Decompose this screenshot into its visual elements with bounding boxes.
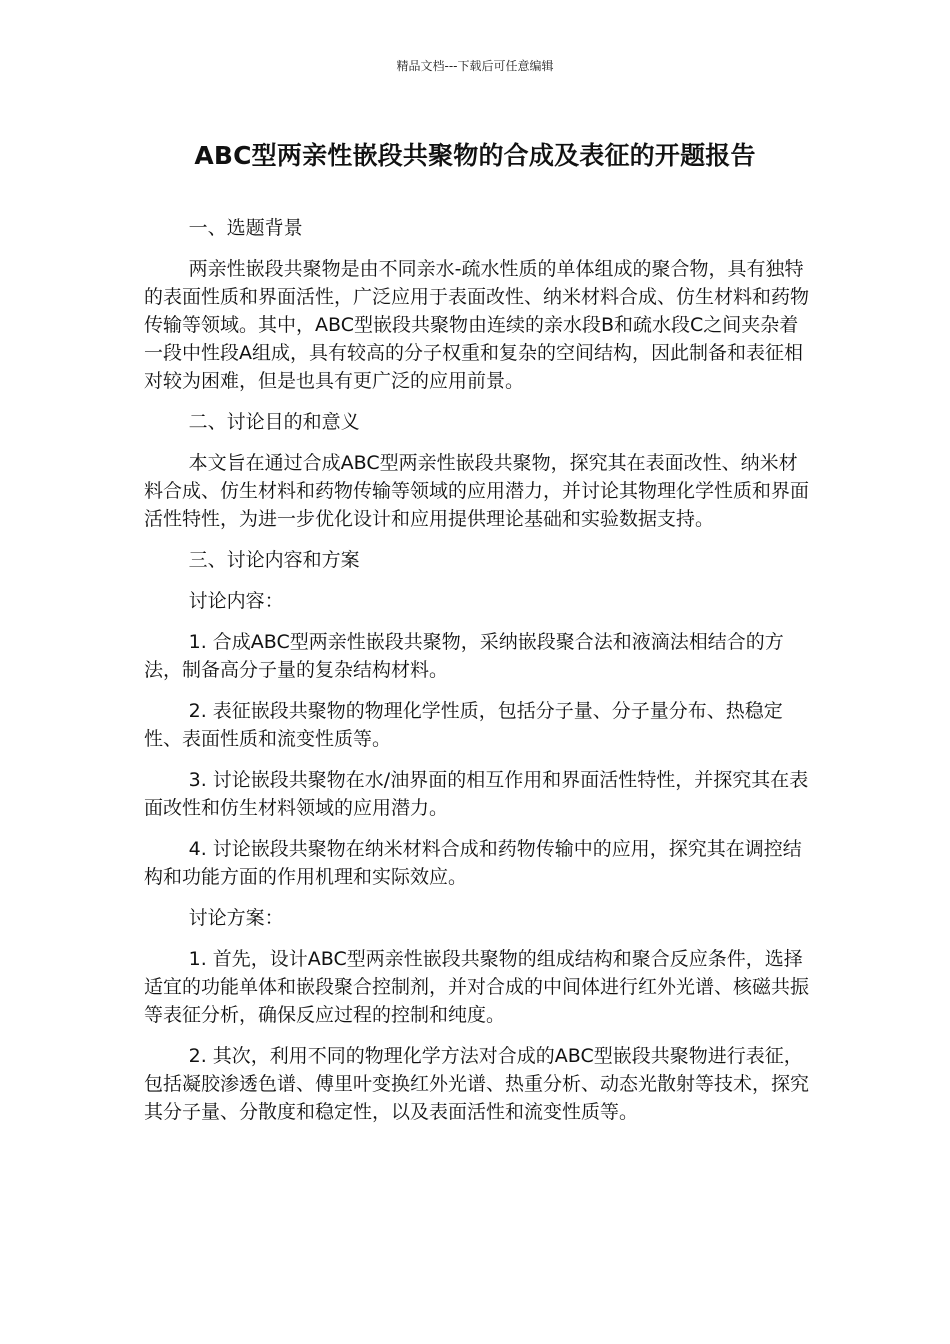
paragraph-purpose: 本文旨在通过合成ABC型两亲性嵌段共聚物，探究其在表面改性、纳米材料合成、仿生材料和药物传输等领域的应用潜力，并讨论其物理化学性质和界面活性特性，为进一步优化设计和应用提供理论基础和实验数据支持。 (144, 452, 810, 530)
section-heading-content-plan: 三、讨论内容和方案 (188, 549, 360, 571)
content-item-3: 3. 讨论嵌段共聚物在水/油界面的相互作用和界面活性特性，并探究其在表面改性和仿生材料领域的应用潜力。 (144, 769, 809, 819)
content-item-2: 2. 表征嵌段共聚物的物理化学性质，包括分子量、分子量分布、热稳定性、表面性质和流变性质等。 (144, 700, 783, 750)
page-header: 精品文档---下载后可任意编辑 (396, 59, 554, 73)
section-heading-purpose: 二、讨论目的和意义 (188, 411, 360, 433)
section-heading-background: 一、选题背景 (188, 217, 303, 239)
document-title: ABC型两亲性嵌段共聚物的合成及表征的开题报告 (194, 141, 756, 170)
subheading-plan: 讨论方案： (188, 907, 284, 929)
plan-item-1: 1. 首先，设计ABC型两亲性嵌段共聚物的组成结构和聚合反应条件，选择适宜的功能单体和嵌段聚合控制剂，并对合成的中间体进行红外光谱、核磁共振等表征分析，确保反应过程的控制和纯度。 (144, 948, 810, 1026)
document-body (144, 214, 814, 1139)
paragraph-background: 两亲性嵌段共聚物是由不同亲水-疏水性质的单体组成的聚合物，具有独特的表面性质和界面活性，广泛应用于表面改性、纳米材料合成、仿生材料和药物传输等领域。其中，ABC型嵌段共聚物由连续的亲水段B和疏水段C之间夹杂着一段中性段A组成，具有较高的分子权重和复杂的空间结构，因此制备和表征相对较为困难，但是也具有更广泛的应用前景。 (144, 258, 810, 392)
content-item-4: 4. 讨论嵌段共聚物在纳米材料合成和药物传输中的应用，探究其在调控结构和功能方面的作用机理和实际效应。 (144, 838, 802, 888)
plan-item-2: 2. 其次，利用不同的物理化学方法对合成的ABC型嵌段共聚物进行表征，包括凝胶渗透色谱、傅里叶变换红外光谱、热重分析、动态光散射等技术，探究其分子量、分散度和稳定性，以及表面活性和流变性质等。 (144, 1045, 810, 1123)
subheading-content: 讨论内容： (188, 590, 284, 612)
content-item-1: 1. 合成ABC型两亲性嵌段共聚物，采纳嵌段聚合法和液滴法相结合的方法，制备高分子量的复杂结构材料。 (144, 631, 784, 681)
